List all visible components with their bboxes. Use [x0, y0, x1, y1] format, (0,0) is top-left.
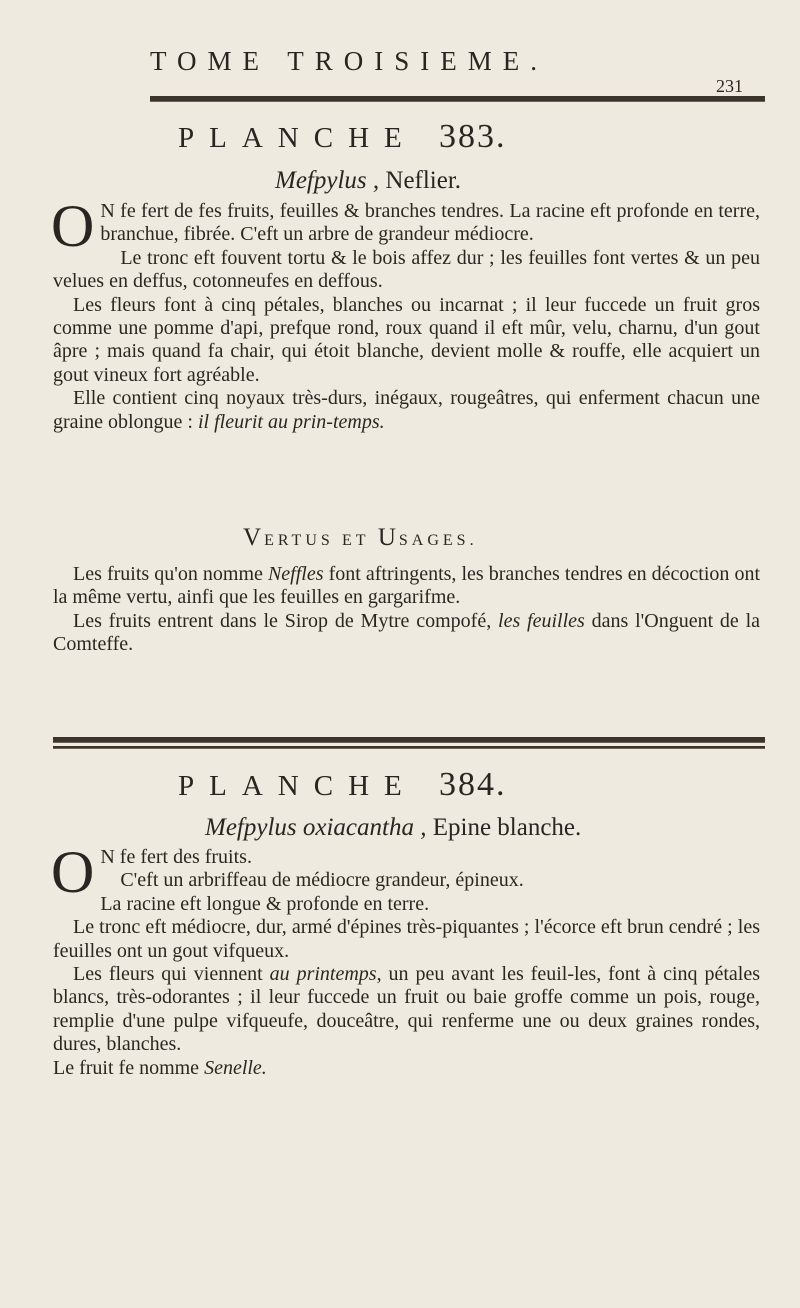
- latin-name: Mefpylus ,: [275, 167, 380, 194]
- paragraph: Les fruits entrent dans le Sirop de Mytre compofé, les feuilles dans l'Onguent de la Comteffe.: [53, 609, 761, 656]
- paragraph: La racine eft longue & profonde en terre.: [100, 892, 430, 915]
- paragraph: C'eft un arbriffeau de médiocre grandeur, épineux.: [120, 869, 524, 892]
- plate-title-word: PLANCHE: [178, 122, 417, 154]
- plate-383-species: [275, 167, 461, 195]
- latin-name: Mefpylus oxiacantha ,: [205, 814, 427, 841]
- paragraph: O N fe fert des fruits.: [51, 839, 252, 905]
- dropcap: O: [51, 193, 95, 259]
- section-rule: [53, 737, 765, 743]
- section-rule-thin: [53, 746, 765, 749]
- top-rule: [150, 96, 765, 102]
- plate-number: 383.: [438, 118, 507, 155]
- paragraph: Le fruit fe nomme Senelle.: [53, 1056, 267, 1079]
- virtues-heading: VERTUS ET USAGES.: [243, 524, 478, 551]
- plate-383-virtues: [53, 563, 760, 657]
- plate-number: 384.: [438, 766, 507, 803]
- dropcap: O: [51, 839, 95, 905]
- plate-384-species: [205, 814, 581, 842]
- paragraph: Les fruits qu'on nomme Neffles font aftringents, les branches tendres en décoction ont la même vertu, ainfi que les feuilles en gargarifme.: [53, 563, 761, 609]
- paragraph: Le tronc eft médiocre, dur, armé d'épines très-piquantes ; l'écorce eft brun cendré ; les feuilles ont un gout vifqueux.: [53, 916, 760, 962]
- plate-384-title: [178, 766, 506, 804]
- plate-383-description: [51, 193, 760, 434]
- common-name: Epine blanche.: [432, 814, 582, 841]
- paragraph: Les fleurs font à cinq pétales, blanches ou incarnat ; il leur fuccede un fruit gros comme une pomme d'api, prefque rond, roux quand il eft mûr, velu, charnu, d'un gout âpre ; mais quand fa chair, qui étoit blanche, devient molle & rouffe, elle acquiert un gout vineux fort agréable.: [53, 293, 760, 386]
- paragraph: O N fe fert de fes fruits, feuilles & branches tendres. La racine eft profonde en terre, branchue, fibrée. C'eft un arbre de grandeur médiocre.: [51, 193, 760, 259]
- italic-note: il fleurit au prin-temps.: [197, 410, 385, 433]
- paragraph: Le tronc eft fouvent tortu & le bois affez dur ; les feuilles font vertes & un peu velues en deffus, cotonneufes en deffous.: [53, 246, 760, 293]
- paragraph: Elle contient cinq noyaux très-durs, inégaux, rougeâtres, qui enferment chacun une graine oblongue : il fleurit au prin-temps.: [53, 387, 760, 433]
- running-head: TOME TROISIEME.: [150, 46, 549, 76]
- plate-384-description: [51, 839, 761, 1080]
- plate-title-word: PLANCHE: [178, 770, 417, 802]
- page-number: 231: [716, 76, 743, 96]
- paragraph: Les fleurs qui viennent au printemps, un peu avant les feuil-les, font à cinq pétales blancs, très-odorantes ; il leur fuccede un fruit ou baie groffe comme un pois, rouge, remplie d'une pulpe vifqueufe, douceâtre, qui renferme une ou deux graines rondes, dures, blanches.: [53, 963, 761, 1056]
- common-name: Neflier.: [385, 167, 462, 194]
- plate-383-title: [178, 118, 506, 156]
